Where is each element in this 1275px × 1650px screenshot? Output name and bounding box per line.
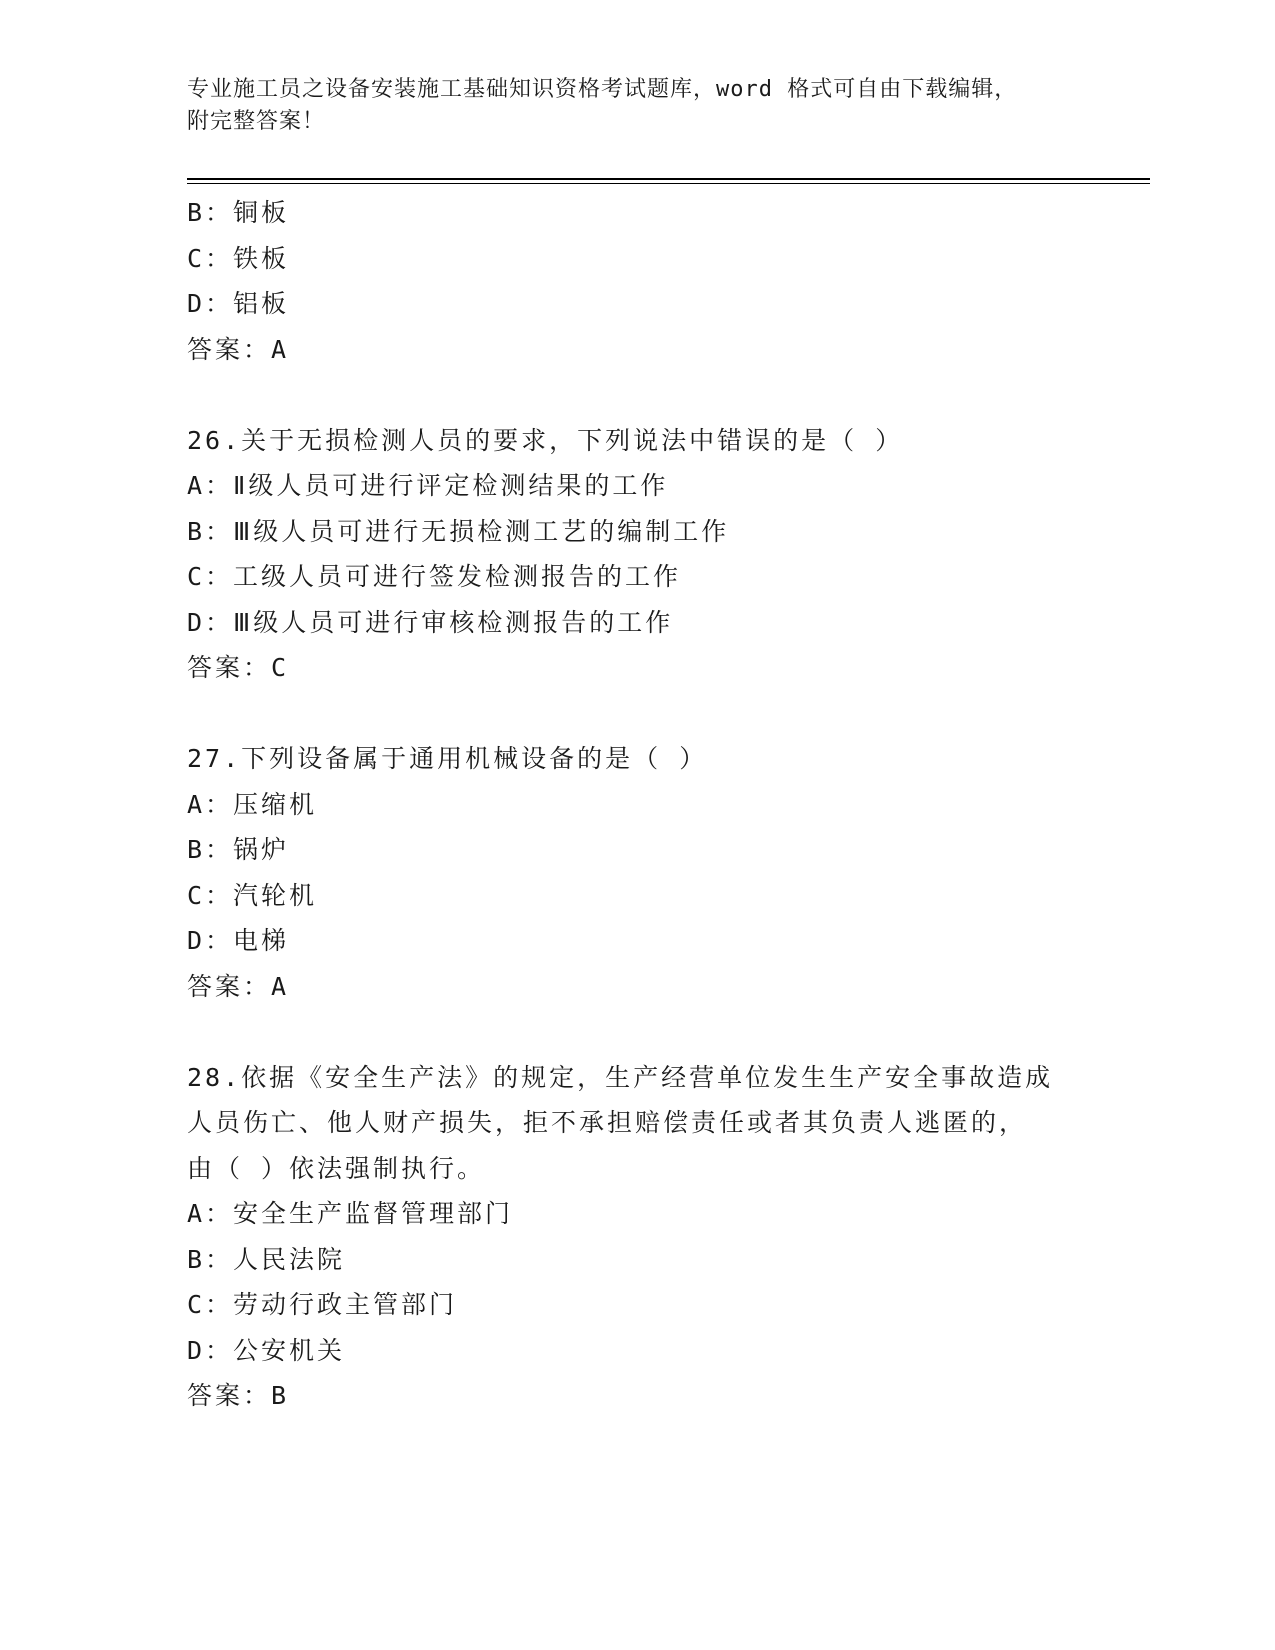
spacer xyxy=(187,1009,1087,1055)
question-stem-line-3: 由（ ）依法强制执行。 xyxy=(187,1153,486,1183)
header-divider-thin xyxy=(187,183,1150,184)
document-header xyxy=(187,74,1067,138)
option-a: A：压缩机 xyxy=(187,789,318,819)
question-stem: 26.关于无损检测人员的要求，下列说法中错误的是（ ） xyxy=(187,425,904,455)
option-b: B：锅炉 xyxy=(187,835,290,864)
answer-line: 答案：C xyxy=(187,653,290,682)
answer-line: 答案：B xyxy=(187,1381,290,1410)
question-stem-line-2: 人员伤亡、他人财产损失，拒不承担赔偿责任或者其负责人逃匿的， xyxy=(187,1108,1028,1137)
option-b: B：人民法院 xyxy=(187,1244,346,1274)
question-27 xyxy=(187,736,1087,1009)
question-25-tail xyxy=(187,190,1087,372)
answer-line: 答案：A xyxy=(187,971,290,1001)
option-a: A：安全生产监督管理部门 xyxy=(187,1199,514,1228)
spacer xyxy=(187,691,1087,737)
option-c: C：劳动行政主管部门 xyxy=(187,1290,458,1319)
answer-line: 答案：A xyxy=(187,334,290,364)
header-line-1: 专业施工员之设备安装施工基础知识资格考试题库，word 格式可自由下载编辑， xyxy=(187,77,1018,102)
question-28 xyxy=(187,1055,1087,1419)
option-c: C：汽轮机 xyxy=(187,880,318,910)
option-a: A：Ⅱ级人员可进行评定检测结果的工作 xyxy=(187,471,669,500)
question-stem-line-1: 28.依据《安全生产法》的规定，生产经营单位发生生产安全事故造成 xyxy=(187,1062,1054,1092)
option-b: B：铜板 xyxy=(187,198,290,227)
option-c: C：铁板 xyxy=(187,243,290,273)
header-line-2: 附完整答案！ xyxy=(187,109,326,134)
option-d: D：电梯 xyxy=(187,926,290,955)
question-list xyxy=(187,190,1087,1419)
spacer xyxy=(187,372,1087,418)
question-stem: 27.下列设备属于通用机械设备的是（ ） xyxy=(187,744,708,773)
option-c: C：工级人员可进行签发检测报告的工作 xyxy=(187,562,682,591)
option-d: D：铝板 xyxy=(187,289,290,318)
option-b: B：Ⅲ级人员可进行无损检测工艺的编制工作 xyxy=(187,516,730,546)
header-divider-thick xyxy=(187,178,1150,180)
question-26 xyxy=(187,418,1087,691)
option-d: D：Ⅲ级人员可进行审核检测报告的工作 xyxy=(187,607,674,637)
option-d: D：公安机关 xyxy=(187,1335,346,1365)
